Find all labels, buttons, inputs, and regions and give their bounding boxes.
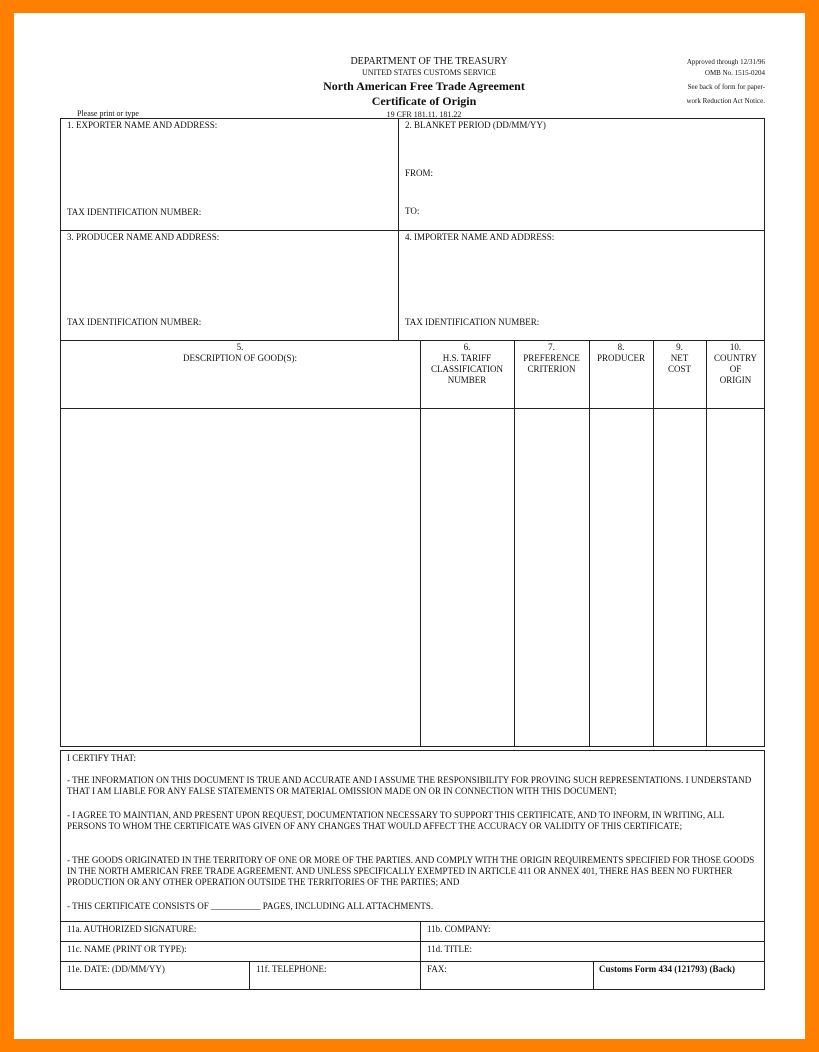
form-subtitle: Certificate of Origin — [371, 94, 477, 108]
producer-area[interactable] — [590, 409, 652, 746]
fax-label: FAX: — [427, 964, 447, 974]
goods-description-area[interactable] — [61, 409, 419, 746]
importer-tax-label: TAX IDENTIFICATION NUMBER: — [405, 317, 540, 327]
title-field[interactable] — [484, 942, 759, 960]
blanket-from-label: FROM: — [405, 168, 434, 178]
signature-field[interactable] — [204, 922, 416, 940]
company-field[interactable] — [504, 922, 759, 940]
blanket-period-label: 2. BLANKET PERIOD (DD/MM/YY) — [405, 120, 546, 130]
net-cost-area[interactable] — [654, 409, 705, 746]
omb-number: OMB No. 1515-0204 — [704, 69, 765, 77]
telephone-label: 11f. TELEPHONE: — [256, 964, 327, 974]
title-label: 11d. TITLE: — [427, 944, 472, 954]
col-preference-header: 7. PREFERENCE CRITERION — [523, 342, 580, 374]
form-title: North American Free Trade Agreement — [323, 79, 525, 93]
blanket-to-label: TO: — [405, 206, 420, 216]
form-number: Customs Form 434 (121793) (Back) — [599, 964, 735, 974]
exporter-field[interactable] — [64, 133, 394, 208]
telephone-field[interactable] — [344, 962, 416, 988]
hs-tariff-area[interactable] — [421, 409, 513, 746]
col-hs-tariff-header: 6. H.S. TARIFF CLASSIFICATION NUMBER — [430, 342, 503, 385]
form-page — [14, 13, 805, 1039]
signature-label: 11a. AUTHORIZED SIGNATURE: — [67, 924, 197, 934]
company-label: 11b. COMPANY: — [427, 924, 491, 934]
name-label: 11c. NAME (PRINT OR TYPE): — [67, 944, 187, 954]
col-net-cost-header: 9. NET COST — [667, 342, 691, 374]
approval-date: Approved through 12/31/96 — [686, 58, 765, 66]
exporter-tax-label: TAX IDENTIFICATION NUMBER: — [67, 207, 202, 217]
country-area[interactable] — [707, 409, 764, 746]
print-note: Please print or type — [77, 109, 139, 118]
importer-label: 4. IMPORTER NAME AND ADDRESS: — [405, 232, 555, 242]
certify-paragraph-4: - THIS CERTIFICATE CONSISTS OF ___________ PAGES, INCLUDING ALL ATTACHMENTS. — [67, 901, 434, 911]
col-country-header: 10. COUNTRY OF ORIGIN — [713, 342, 757, 385]
preference-area[interactable] — [515, 409, 588, 746]
date-label: 11e. DATE: (DD/MM/YY) — [67, 964, 165, 974]
col-producer-header: 8. PRODUCER — [596, 342, 645, 363]
cfr-reference: 19 CFR 181.11. 181.22 — [386, 110, 462, 119]
date-field[interactable] — [179, 962, 245, 988]
certify-paragraph-1: - THE INFORMATION ON THIS DOCUMENT IS TRUE AND ACCURATE AND I ASSUME THE RESPONSIBILITY FOR PROVING SUCH REPRESENTATIONS. I UNDERSTAND THAT I AM LIABLE FOR ANY FALSE STATEMENTS OR MATERIAL OMISSION MADE ON OR IN CONNECTION WITH THIS DOCUMENT; — [67, 775, 752, 796]
blanket-from-field[interactable] — [439, 165, 759, 181]
producer-tax-label: TAX IDENTIFICATION NUMBER: — [67, 317, 202, 327]
department-heading: DEPARTMENT OF THE TREASURY — [350, 56, 508, 67]
importer-field[interactable] — [402, 245, 760, 315]
certify-heading: I CERTIFY THAT: — [67, 753, 137, 763]
name-field[interactable] — [204, 942, 416, 960]
blanket-to-field[interactable] — [424, 203, 759, 219]
producer-label: 3. PRODUCER NAME AND ADDRESS: — [67, 232, 220, 242]
paperwork-note-1: See back of form for paper- — [687, 83, 765, 91]
fax-field[interactable] — [454, 962, 589, 988]
producer-field[interactable] — [64, 245, 394, 315]
certify-paragraph-2: - I AGREE TO MAINTIAN, AND PRESENT UPON REQUEST, DOCUMENTATION NECESSARY TO SUPPORT THIS CERTIFICATE, AND TO INFORM, IN WRITING, ALL PERSONS TO WHOM THE CERTIFICATE WAS GIVEN OF ANY CHANGES THAT WOULD AFFECT THE ACCURACY OR VALIDITY OF THIS CERTIFICATE; — [67, 810, 724, 831]
col-description-header: 5. DESCRIPTION OF GOOD(S): — [182, 342, 297, 363]
exporter-label: 1. EXPORTER NAME AND ADDRESS: — [67, 120, 218, 130]
certify-paragraph-3: - THE GOODS ORIGINATED IN THE TERRITORY OF ONE OR MORE OF THE PARTIES. AND COMPLY WITH THE ORIGIN REQUIREMENTS SPECIFIED FOR THOSE GOODS IN THE NORTH AMERICAN FREE TRADE AGREEMENT. AND UNLESS SPECIFICALLY EXEMPTED IN ARTICLE 411 OR ANNEX 401, THERE HAS BEEN NO FURTHER PRODUCTION OR ANY OTHER OPERATION OUTSIDE THE TERRITORIES OF THE PARTIES; AND — [67, 855, 755, 887]
service-heading: UNITED STATES CUSTOMS SERVICE — [362, 68, 496, 77]
paperwork-note-2: work Reduction Act Notice. — [686, 97, 765, 105]
